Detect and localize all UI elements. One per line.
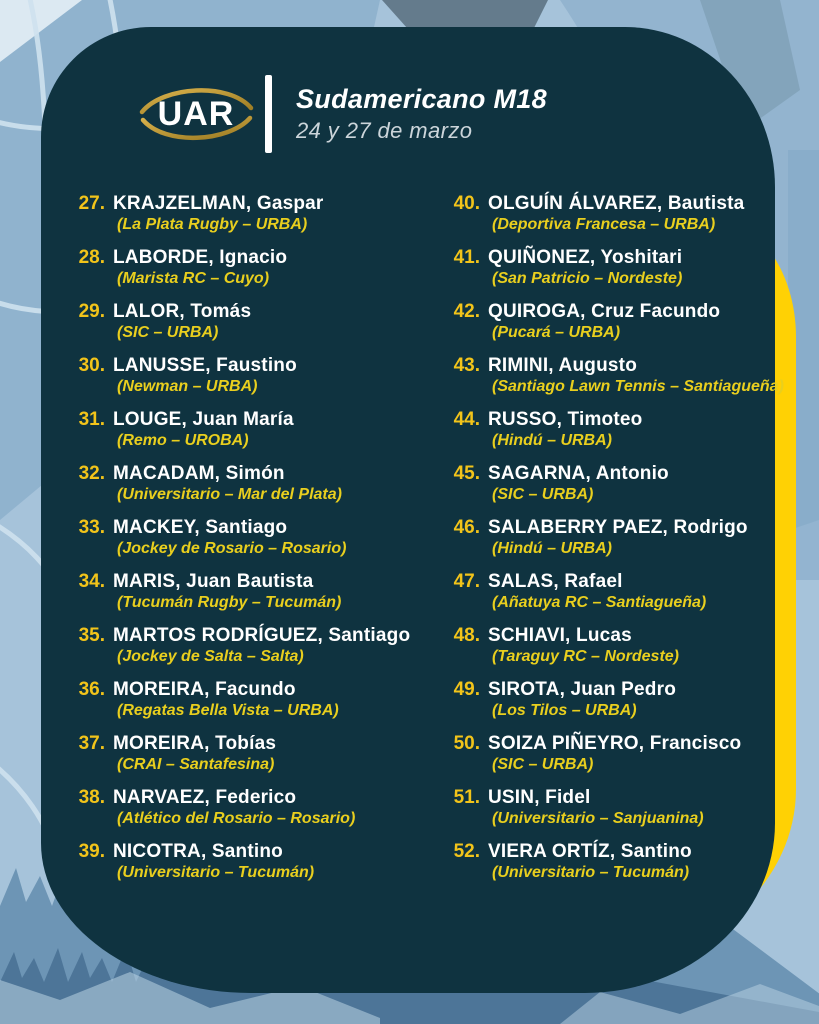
player-name: RIMINI, Augusto — [488, 355, 637, 376]
player-club: (Pucará – URBA) — [492, 324, 621, 341]
player-club: (Taraguy RC – Nordeste) — [492, 648, 679, 665]
player-number: 42. — [453, 301, 480, 322]
player-name: LABORDE, Ignacio — [113, 247, 288, 268]
player-name: SIROTA, Juan Pedro — [488, 679, 676, 700]
player-club: (Tucumán Rugby – Tucumán) — [117, 594, 342, 611]
player-name: USIN, Fidel — [488, 787, 591, 808]
roster-entry — [436, 192, 803, 235]
player-number: 50. — [453, 733, 480, 754]
roster-entry — [61, 300, 428, 343]
player-club: (Newman – URBA) — [117, 378, 258, 395]
player-number: 36. — [78, 679, 105, 700]
player-club: (SIC – URBA) — [492, 756, 594, 773]
player-name: MARTOS RODRÍGUEZ, Santiago — [113, 625, 411, 646]
roster-entry — [61, 678, 428, 721]
player-text — [105, 300, 251, 343]
roster-entry — [61, 462, 428, 505]
player-name: MARIS, Juan Bautista — [113, 571, 314, 592]
player-number: 28. — [78, 247, 105, 268]
player-text — [480, 408, 642, 451]
player-name: KRAJZELMAN, Gaspar — [113, 193, 324, 214]
player-text — [105, 840, 314, 883]
player-text — [480, 570, 706, 613]
player-text — [105, 408, 294, 451]
player-name: OLGUÍN ÁLVAREZ, Bautista — [488, 193, 745, 214]
player-text — [105, 462, 342, 505]
player-club: (Jockey de Rosario – Rosario) — [117, 540, 347, 557]
roster-entry — [436, 732, 803, 775]
player-number: 46. — [453, 517, 480, 538]
player-number: 48. — [453, 625, 480, 646]
player-name: SCHIAVI, Lucas — [488, 625, 632, 646]
player-name: QUIROGA, Cruz Facundo — [488, 301, 721, 322]
player-club: (Remo – UROBA) — [117, 432, 249, 449]
player-text — [105, 354, 297, 397]
player-club: (SIC – URBA) — [117, 324, 219, 341]
player-text — [480, 246, 682, 289]
player-number: 39. — [78, 841, 105, 862]
roster-columns — [41, 192, 784, 894]
roster-column-left — [41, 192, 428, 894]
roster-entry — [61, 786, 428, 829]
player-club: (CRAI – Santafesina) — [117, 756, 275, 773]
player-text — [105, 570, 341, 613]
roster-card — [41, 27, 784, 993]
player-name: SOIZA PIÑEYRO, Francisco — [488, 733, 742, 754]
player-club: (Añatuya RC – Santiagueña) — [492, 594, 707, 611]
player-text — [480, 678, 676, 721]
player-text — [480, 516, 748, 559]
player-number: 51. — [453, 787, 480, 808]
roster-entry — [436, 516, 803, 559]
player-text — [480, 624, 679, 667]
player-club: (Universitario – Tucumán) — [117, 864, 315, 881]
player-number: 47. — [453, 571, 480, 592]
roster-entry — [61, 840, 428, 883]
player-club: (Jockey de Salta – Salta) — [117, 648, 304, 665]
player-name: VIERA ORTÍZ, Santino — [488, 841, 692, 862]
player-club: (Regatas Bella Vista – URBA) — [117, 702, 339, 719]
player-number: 35. — [78, 625, 105, 646]
player-name: NARVAEZ, Federico — [113, 787, 297, 808]
uar-logo — [137, 80, 255, 148]
player-text — [480, 732, 741, 775]
player-number: 49. — [453, 679, 480, 700]
roster-entry — [436, 570, 803, 613]
player-text — [480, 192, 744, 235]
player-club: (Hindú – URBA) — [492, 432, 612, 449]
player-club: (Marista RC – Cuyo) — [117, 270, 270, 287]
card-header — [41, 75, 775, 153]
player-name: NICOTRA, Santino — [113, 841, 283, 862]
player-name: SALAS, Rafael — [488, 571, 623, 592]
player-name: MOREIRA, Tobías — [113, 733, 277, 754]
player-club: (SIC – URBA) — [492, 486, 594, 503]
roster-entry — [61, 516, 428, 559]
player-name: MOREIRA, Facundo — [113, 679, 296, 700]
roster-entry — [436, 246, 803, 289]
event-dates: 24 y 27 de marzo — [296, 117, 473, 143]
player-text — [105, 192, 324, 235]
header-divider — [265, 75, 272, 153]
player-number: 43. — [453, 355, 480, 376]
player-club: (Universitario – Sanjuanina) — [492, 810, 704, 827]
player-number: 44. — [453, 409, 480, 430]
roster-entry — [436, 840, 803, 883]
player-club: (Universitario – Tucumán) — [492, 864, 690, 881]
roster-entry — [436, 300, 803, 343]
roster-entry — [61, 354, 428, 397]
player-number: 33. — [78, 517, 105, 538]
player-text — [480, 462, 669, 505]
player-text — [480, 300, 720, 343]
roster-entry — [61, 624, 428, 667]
player-number: 34. — [78, 571, 105, 592]
roster-entry — [436, 678, 803, 721]
player-club: (La Plata Rugby – URBA) — [117, 216, 308, 233]
player-text — [105, 786, 355, 829]
player-text — [105, 624, 410, 667]
player-number: 38. — [78, 787, 105, 808]
roster-entry — [61, 192, 428, 235]
player-text — [105, 516, 346, 559]
roster-entry — [436, 408, 803, 451]
player-text — [480, 786, 704, 829]
player-name: LANUSSE, Faustino — [113, 355, 297, 376]
player-text — [480, 354, 784, 397]
roster-entry — [61, 570, 428, 613]
player-club: (Santiago Lawn Tennis – Santiagueña) — [492, 378, 784, 395]
player-number: 52. — [453, 841, 480, 862]
player-number: 30. — [78, 355, 105, 376]
player-club: (Atlético del Rosario – Rosario) — [117, 810, 356, 827]
player-name: SALABERRY PAEZ, Rodrigo — [488, 517, 748, 538]
player-name: RUSSO, Timoteo — [488, 409, 643, 430]
player-text — [105, 678, 339, 721]
player-name: SAGARNA, Antonio — [488, 463, 669, 484]
player-number: 31. — [78, 409, 105, 430]
player-number: 41. — [453, 247, 480, 268]
player-club: (Universitario – Mar del Plata) — [117, 486, 342, 503]
player-number: 32. — [78, 463, 105, 484]
roster-entry — [61, 408, 428, 451]
roster-entry — [436, 354, 803, 397]
player-club: (San Patricio – Nordeste) — [492, 270, 683, 287]
event-title: Sudamericano M18 — [296, 84, 547, 115]
roster-entry — [436, 462, 803, 505]
player-text — [105, 732, 276, 775]
roster-entry — [436, 786, 803, 829]
player-name: QUIÑONEZ, Yoshitari — [488, 247, 683, 268]
player-name: LOUGE, Juan María — [113, 409, 294, 430]
player-number: 29. — [78, 301, 105, 322]
roster-entry — [61, 246, 428, 289]
roster-entry — [61, 732, 428, 775]
player-name: LALOR, Tomás — [113, 301, 252, 322]
player-text — [105, 246, 287, 289]
player-number: 27. — [78, 193, 105, 214]
player-text — [480, 840, 692, 883]
header-title-block — [296, 85, 547, 143]
player-number: 45. — [453, 463, 480, 484]
player-club: (Hindú – URBA) — [492, 540, 612, 557]
player-number: 40. — [453, 193, 480, 214]
player-name: MACADAM, Simón — [113, 463, 285, 484]
roster-column-right — [428, 192, 803, 894]
uar-logo-text: UAR — [157, 94, 235, 133]
player-club: (Los Tilos – URBA) — [492, 702, 637, 719]
player-name: MACKEY, Santiago — [113, 517, 288, 538]
player-number: 37. — [78, 733, 105, 754]
roster-entry — [436, 624, 803, 667]
player-club: (Deportiva Francesa – URBA) — [492, 216, 716, 233]
